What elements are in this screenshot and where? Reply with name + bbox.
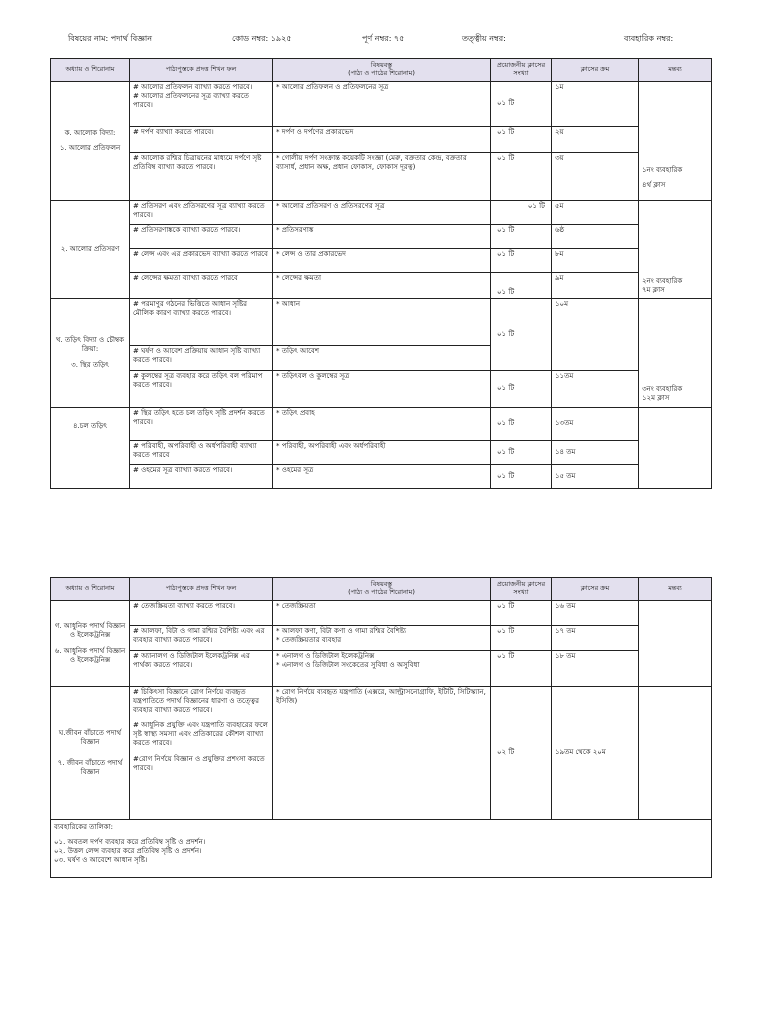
col-header-classes-needed: প্রয়োজনীয় ক্লাসের সংখ্যা: [491, 578, 552, 601]
class-count-cell: ০২ টি: [491, 687, 552, 820]
content-cell: * তড়িৎবল ও কুলম্বের সূত্র: [273, 371, 491, 408]
table-row: [51, 408, 712, 441]
class-order-cell: ১৭ তম: [552, 626, 639, 651]
class-order-cell: ১ম: [552, 82, 639, 127]
practical-item: ০১. অবতল দর্পণ ব্যবহার করে প্রতিবিম্ব সৃষ্টি ও প্রদর্শন।: [54, 838, 206, 847]
lesson-plan-table-2: [50, 577, 712, 878]
table-row: [51, 371, 712, 408]
col-header-class-order: ক্লাসের ক্রম: [552, 578, 639, 601]
content-cell: * আলোর প্রতিসরণ ও প্রতিসরণের সূত্র: [273, 201, 491, 225]
table-row: [51, 626, 712, 651]
class-order-cell: ৬ষ্ঠ: [552, 225, 639, 249]
class-count-cell: ০১ টি: [491, 601, 552, 626]
outcome-cell: # আলোক রশ্মির চিত্রায়নের মাধ্যমে দর্পণে সৃষ্ট প্রতিবিম্ব ব্যাখ্যা করতে পারবে।: [130, 153, 273, 201]
class-order-cell: ৫ম: [552, 201, 639, 225]
table-row: [51, 127, 712, 153]
theory-marks: তত্ত্বীয় নম্বর:: [462, 34, 506, 43]
content-cell: * দর্পণ ও দর্পণের প্রকারভেদ: [273, 127, 491, 153]
content-cell: * তেজস্ক্রিয়তা: [273, 601, 491, 626]
table-row: [51, 153, 712, 201]
chapter-cell: [51, 687, 130, 820]
subject-name: বিষয়ের নাম: পদার্থ বিজ্ঞান: [68, 34, 152, 43]
outcome-cell: # লেন্স এবং এর প্রকারভেদ ব্যাখ্যা করতে পারবে: [130, 249, 273, 273]
table-row: [51, 225, 712, 249]
col-header-chapter: অধ্যায় ও শিরোনাম: [51, 578, 130, 601]
remarks-cell: ৩নং ব্যবহারিক ১২ম ক্লাস: [639, 299, 712, 408]
outcome-cell: # ঘর্ষণ ও আবেশ প্রক্রিয়ায় আধান সৃষ্টি ব্যাখ্যা করতে পারবে।: [130, 346, 273, 371]
outcome-cell: # পরিবাহী, অপরিবাহী ও অর্ধপরিবাহী ব্যাখ্যা করতে পারবে: [130, 441, 273, 465]
table-row: [51, 465, 712, 489]
table-row: [51, 249, 712, 273]
content-cell: * গোলীয় দর্পণ সংক্রান্ত কয়েকটি সংজ্ঞা (মেরু, বক্রতার কেন্দ্র, বক্রতার ব্যাসার্ধ, প্রধান অক্ষ, প্রধান ফোকাস, ফোকাস দূরত্ব): [273, 153, 491, 201]
chapter-cell: [51, 201, 130, 299]
content-cell: * রোগ নির্ণয়ে ব্যবহৃত যন্ত্রপাতি (এক্সরে, আল্ট্রাসনোগ্রাফি, ইটিটি, সিটিস্ক্যান, ইসিজি): [273, 687, 491, 820]
lesson-plan-table-1: [50, 58, 712, 489]
content-cell: * আলফা কণা, বিটা কণা ও গামা রশ্মির বৈশিষ্ট্য * তেজস্ক্রিয়তার ব্যবহার: [273, 626, 491, 651]
col-header-remarks: মন্তব্য: [639, 578, 712, 601]
class-count-cell: ০১ টি: [491, 201, 552, 225]
content-cell: * ওহমের সূত্র: [273, 465, 491, 489]
table-row: [51, 201, 712, 225]
class-count-cell: ০১ টি: [491, 626, 552, 651]
class-order-cell: ১৫ তম: [552, 465, 639, 489]
outcome-cell: # অ্যানালগ ও ডিজিটাল ইলেকট্রনিক্স এর পার্থক্য করতে পারবে।: [130, 651, 273, 687]
class-order-cell: ২য়: [552, 127, 639, 153]
content-cell: * প্রতিসরণাঙ্ক: [273, 225, 491, 249]
class-count-cell: ০১ টি: [491, 153, 552, 201]
table-row: [51, 687, 712, 820]
content-cell: * তড়িৎ আবেশ: [273, 346, 491, 371]
class-order-cell: ১৯তম থেকে ২০ম: [552, 687, 639, 820]
col-header-classes-needed: প্রয়োজনীয় ক্লাসের সংখ্যা: [491, 59, 552, 82]
class-order-cell: ৮ম: [552, 249, 639, 273]
table-row: [51, 441, 712, 465]
practical-list-row: [51, 820, 712, 878]
class-order-cell: ১৩তম: [552, 408, 639, 441]
practical-item: ০২. উত্তল লেন্স ব্যবহার করে প্রতিবিম্ব সৃষ্টি ও প্রদর্শন।: [54, 847, 202, 856]
col-header-chapter: অধ্যায় ও শিরোনাম: [51, 59, 130, 82]
chapter-group-title: খ. তড়িৎ বিদ্যা ও চৌম্বক ক্রিয়া:: [55, 336, 125, 354]
class-order-cell: ১৪ তম: [552, 441, 639, 465]
class-count-cell: ০১ টি: [491, 651, 552, 687]
col-header-class-order: ক্লাসের ক্রম: [552, 59, 639, 82]
class-count-cell: ০১ টি: [491, 441, 552, 465]
remarks-cell: [639, 408, 712, 489]
chapter-group-title: ক. আলোক বিদ্যা:: [64, 128, 116, 137]
class-count-cell: ০১ টি: [491, 299, 552, 371]
class-count-cell: ০১ টি: [491, 249, 552, 273]
outcome-cell: # প্রতিসরণাঙ্ককে ব্যাখ্যা করতে পারবে।: [130, 225, 273, 249]
code-number: কোড নম্বর: ১৯২৫: [232, 34, 292, 43]
col-header-remarks: মন্তব্য: [639, 59, 712, 82]
chapter-group-title: ঘ.জীবন বাঁচাতে পদার্থ বিজ্ঞান: [58, 728, 122, 746]
chapter-cell: [51, 82, 130, 201]
outcome-cell: # কুলম্বের সূত্র ব্যবহার করে তড়িৎ বল পরিমাপ করতে পারবে।: [130, 371, 273, 408]
outcome-cell: # চিকিৎসা বিজ্ঞানে রোগ নির্ণয়ে ব্যবহৃত যন্ত্রপাতিতে পদার্থ বিজ্ঞানের ধারণা ও তত্ত্বের ব্যবহার ব্যাখ্যা করতে পারবে। # আধুনিক প্রযুক্তি এবং যন্ত্রপাতি ব্যবহারের ফলে সৃষ্ট স্বাস্থ্য সমস্যা এবং প্রতিকারের কৌশল ব্যাখ্যা করতে পারবে। #রোগ নির্ণয়ে বিজ্ঞান ও প্রযুক্তির প্রশংসা করতে পারবে।: [130, 687, 273, 820]
chapter-title: ৪.চল তড়িৎ: [73, 422, 107, 430]
class-order-cell: ১১তম: [552, 371, 639, 408]
full-marks: পূর্ণ নম্বর: ৭৫: [362, 34, 405, 43]
chapter-group-title: গ. আধুনিক পদার্থ বিজ্ঞান ও ইলেকট্রনিক্স: [54, 622, 126, 640]
chapter-cell: [51, 299, 130, 408]
practical-list-title: ব্যবহারিকের তালিকা:: [54, 823, 113, 831]
col-header-content: বিষয়বস্তু (পাঠ্য ও পাঠের শিরোনাম): [273, 578, 491, 601]
content-cell: * এনালগ ও ডিজিটাল ইলেকট্রনিক্স * এনালগ ও ডিজিটাল সংকেতের সুবিধা ও অসুবিধা: [273, 651, 491, 687]
content-cell: * আধান: [273, 299, 491, 346]
table-header-row: [51, 59, 712, 82]
table-row: [51, 299, 712, 346]
chapter-title: ৭. জীবন বাঁচাতে পদার্থ বিজ্ঞান: [57, 759, 123, 777]
class-count-cell: ০১ টি: [491, 371, 552, 408]
table-row: [51, 82, 712, 127]
table-row: [51, 651, 712, 687]
outcome-cell: # তেজস্ক্রিয়তা ব্যাখ্যা করতে পারবে।: [130, 601, 273, 626]
remarks-cell: ১নং ব্যবহারিক ৪র্থ ক্লাস: [639, 82, 712, 201]
content-cell: * পরিবাহী, অপরিবাহী এবং অর্ধপরিবাহী: [273, 441, 491, 465]
chapter-cell: [51, 601, 130, 687]
remarks-cell: ২নং ব্যবহারিক ৭ম ক্লাস: [639, 201, 712, 299]
practical-item: ০৩. ঘর্ষণ ও আবেশে আধান সৃষ্টি।: [54, 856, 148, 865]
chapter-title: ৬. আধুনিক পদার্থ বিজ্ঞান ও ইলেকট্রনিক্স: [54, 646, 126, 664]
outcome-cell: # দর্পণ ব্যাখ্যা করতে পারবে।: [130, 127, 273, 153]
class-count-cell: ০১ টি: [491, 273, 552, 299]
outcome-cell: # স্থির তড়িৎ হতে চল তড়িৎ সৃষ্টি প্রদর্শন করতে পারবে।: [130, 408, 273, 441]
outcome-cell: # প্রতিসরণ এবং প্রতিসরণের সূত্র ব্যাখ্যা করতে পারবে।: [130, 201, 273, 225]
content-cell: * আলোর প্রতিফলন ও প্রতিফলনের সূত্র: [273, 82, 491, 127]
page-header: [0, 30, 768, 50]
practical-marks: ব্যবহারিক নম্বর:: [624, 34, 674, 43]
outcome-cell: # আলোর প্রতিফলন ব্যাখ্যা করতে পারবে। # আলোর প্রতিফলনের সূত্র ব্যাখ্যা করতে পারবে।: [130, 82, 273, 127]
outcome-cell: # লেন্সের ক্ষমতা ব্যাখ্যা করতে পারবে: [130, 273, 273, 299]
table-row: [51, 601, 712, 626]
class-order-cell: ১৬ তম: [552, 601, 639, 626]
class-count-cell: ০১ টি: [491, 465, 552, 489]
chapter-title: ৩. স্থির তড়িৎ: [71, 360, 109, 369]
outcome-cell: # পরমাণুর গঠনের ভিত্তিতে আধান সৃষ্টির মৌলিক কারণ ব্যাখ্যা করতে পারবে।: [130, 299, 273, 346]
outcome-cell: # আলফা, বিটা ও গামা রশ্মির বৈশিষ্ট্য এবং এর ব্যবহার ব্যাখ্যা করতে পারবে।: [130, 626, 273, 651]
chapter-cell: [51, 408, 130, 489]
chapter-title: ১. আলোর প্রতিফলন: [59, 144, 121, 152]
col-header-outcome: পাঠ্যপুস্তকে প্রদত্ত শিখন ফল: [130, 578, 273, 601]
content-cell: * লেন্স ও তার প্রকারভেদ: [273, 249, 491, 273]
outcome-cell: # ওহমের সূত্র ব্যাখ্যা করতে পারবে।: [130, 465, 273, 489]
class-order-cell: ৯ম: [552, 273, 639, 299]
col-header-content: বিষয়বস্তু (পাঠ্য ও পাঠের শিরোনাম): [273, 59, 491, 82]
class-count-cell: ০১ টি: [491, 82, 552, 127]
table-header-row: [51, 578, 712, 601]
class-order-cell: ১০ম: [552, 299, 639, 371]
content-cell: * তড়িৎ প্রবাহ: [273, 408, 491, 441]
remarks-cell: [639, 687, 712, 820]
content-cell: * লেন্সের ক্ষমতা: [273, 273, 491, 299]
class-order-cell: ৩য়: [552, 153, 639, 201]
col-header-outcome: পাঠ্যপুস্তকে প্রদত্ত শিখন ফল: [130, 59, 273, 82]
chapter-title: ২. আলোর প্রতিসরণ: [60, 244, 120, 253]
class-order-cell: ১৮ তম: [552, 651, 639, 687]
class-count-cell: ০১ টি: [491, 408, 552, 441]
practical-list: [51, 820, 712, 878]
class-count-cell: ০১ টি: [491, 225, 552, 249]
table-row: [51, 273, 712, 299]
remarks-cell: [639, 601, 712, 687]
class-count-cell: ০১ টি: [491, 127, 552, 153]
